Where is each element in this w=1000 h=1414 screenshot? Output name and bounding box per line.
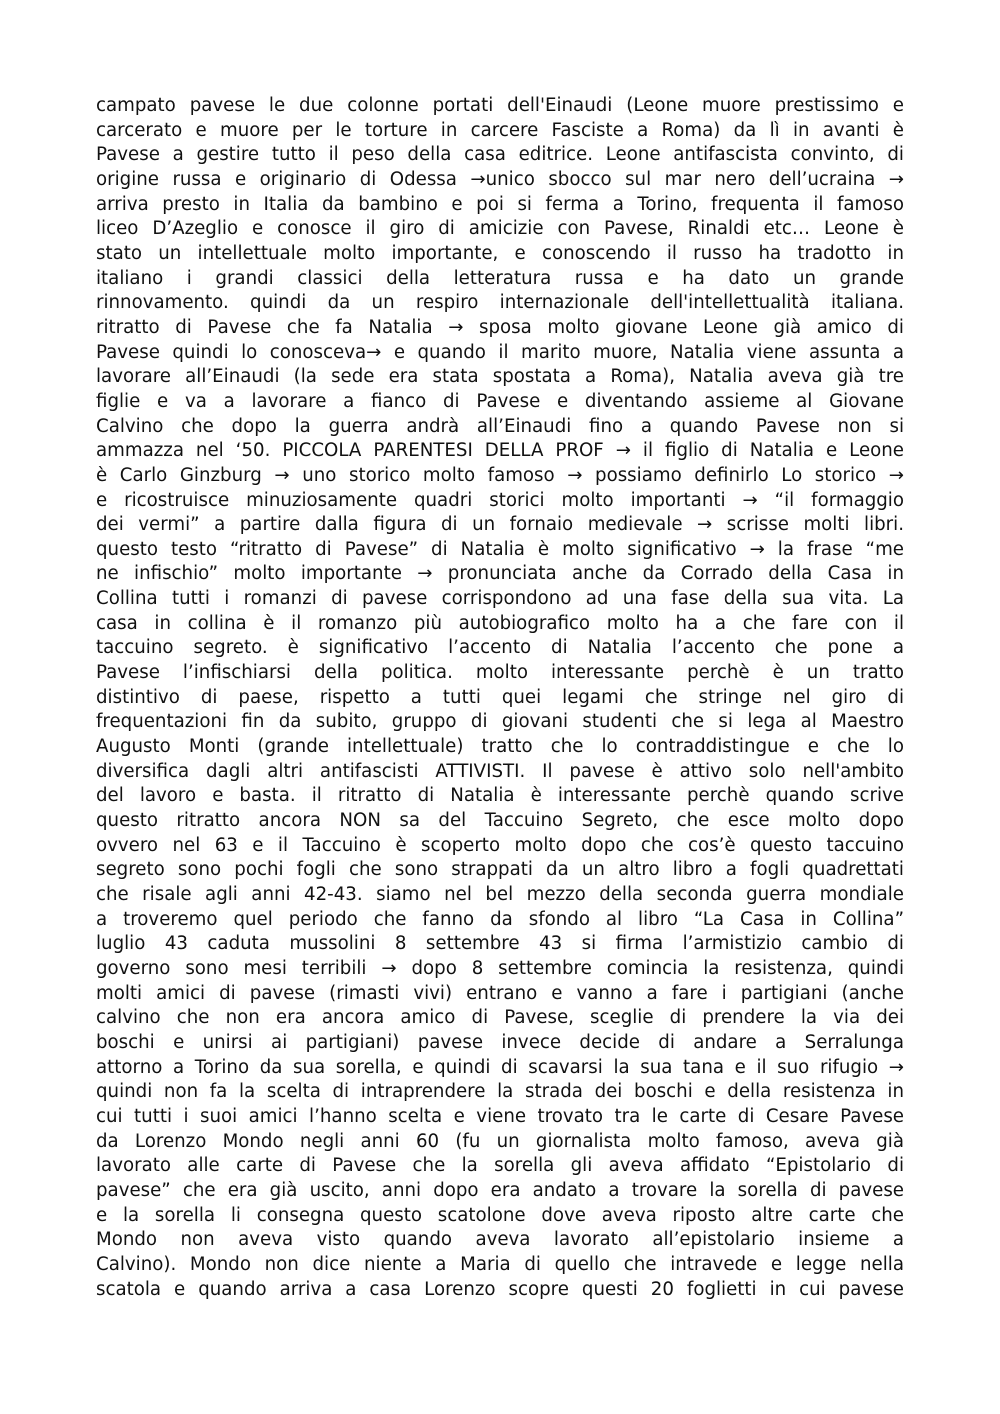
text-line: del lavoro e basta. il ritratto di Natalia è interessante perchè quando scrive — [96, 785, 904, 807]
text-line: figlie e va a lavorare a fianco di Pavese e diventando assieme al Giovane — [96, 390, 904, 412]
text-line: luglio 43 caduta mussolini 8 settembre 43 si firma l’armistizio cambio di — [96, 933, 904, 955]
text-line: Calvino). Mondo non dice niente a Maria di quello che intravede e legge nella — [96, 1253, 904, 1275]
text-line: frequentazioni fin da subito, gruppo di giovani studenti che si lega al Maestro — [96, 711, 904, 733]
text-line: è Carlo Ginzburg → uno storico molto famoso → possiamo definirlo Lo storico → — [96, 464, 904, 486]
text-line: ovvero nel 63 e il Taccuino è scoperto molto dopo che cos’è questo taccuino — [96, 834, 904, 856]
text-line: Collina tutti i romanzi di pavese corrispondono ad una fase della sua vita. La — [96, 588, 904, 610]
text-line: e la sorella li consegna questo scatolone dove aveva riposto altre carte che — [96, 1204, 904, 1226]
text-line: stato un intellettuale molto importante, e conoscendo il russo ha tradotto in — [96, 242, 904, 264]
text-line: Pavese l’infischiarsi della politica. molto interessante perchè è un tratto — [96, 662, 904, 684]
text-line: molti amici di pavese (rimasti vivi) entrano e vanno a fare i partigiani (anche — [96, 982, 904, 1004]
text-line: origine russa e originario di Odessa →unico sbocco sul mar nero dell’ucraina → — [96, 168, 904, 190]
text-line: calvino che non era ancora amico di Pavese, sceglie di prendere la via dei — [96, 1007, 904, 1029]
text-line: quindi non fa la scelta di intraprendere la strada dei boschi e della resistenza in — [96, 1081, 904, 1103]
text-line: che risale agli anni 42-43. siamo nel bel mezzo della seconda guerra mondiale — [96, 884, 904, 905]
text-line: governo sono mesi terribili → dopo 8 settembre comincia la resistenza, quindi — [96, 957, 904, 979]
text-line: attorno a Torino da sua sorella, e quindi di scavarsi la sua tana e il suo rifugio → — [96, 1056, 904, 1078]
text-line: italiano i grandi classici della letteratura russa e ha dato un grande — [96, 267, 904, 289]
text-line: rinnovamento. quindi da un respiro internazionale dell'intellettualità italiana. — [96, 292, 904, 314]
text-line: carcerato e muore per le torture in carcere Fasciste a Roma) da lì in avanti è — [96, 119, 904, 141]
text-line: boschi e unirsi ai partigiani) pavese invece decide di andare a Serralunga — [96, 1031, 904, 1053]
text-line: Calvino che dopo la guerra andrà all’Einaudi fino a quando Pavese non si — [96, 415, 904, 437]
body-text — [96, 94, 904, 1302]
text-line: campato pavese le due colonne portati dell'Einaudi (Leone muore prestissimo e — [96, 95, 904, 116]
text-line: lavorare all’Einaudi (la sede era stata spostata a Roma), Natalia aveva già tre — [96, 366, 904, 388]
text-line: Augusto Monti (grande intellettuale) tratto che lo contraddistingue e che lo — [96, 736, 904, 758]
text-line: a troveremo quel periodo che fanno da sfondo al libro “La Casa in Collina” — [96, 908, 904, 930]
text-line: lavorato alle carte di Pavese che la sorella gli aveva affidato “Epistolario di — [96, 1155, 904, 1177]
text-line: liceo D’Azeglio e conosce il giro di amicizie con Pavese, Rinaldi etc… Leone è — [96, 218, 904, 240]
text-line: segreto sono pochi fogli che sono strappati da un altro libro a fogli quadrettati — [96, 859, 904, 881]
text-line: Pavese quindi lo conosceva→ e quando il marito muore, Natalia viene assunta a — [96, 341, 904, 363]
text-line: taccuino segreto. è significativo l’accento di Natalia l’accento che pone a — [96, 637, 904, 659]
text-line: Mondo non aveva visto quando aveva lavorato all’epistolario insieme a — [96, 1229, 904, 1251]
text-line: pavese” che era già uscito, anni dopo era andato a trovare la sorella di pavese — [96, 1179, 904, 1201]
text-line: ritratto di Pavese che fa Natalia → sposa molto giovane Leone già amico di — [96, 316, 904, 338]
text-line: ammazza nel ‘50. PICCOLA PARENTESI DELLA PROF → il figlio di Natalia e Leone — [96, 440, 904, 462]
text-line: diversifica dagli altri antifascisti ATTIVISTI. Il pavese è attivo solo nell'ambito — [96, 760, 904, 782]
text-line: distintivo di paese, rispetto a tutti quei legami che stringe nel giro di — [96, 686, 904, 708]
text-line: arriva presto in Italia da bambino e poi si ferma a Torino, frequenta il famoso — [96, 193, 904, 215]
text-line: Pavese a gestire tutto il peso della casa editrice. Leone antifascista convinto, di — [96, 144, 904, 166]
text-line: dei vermi” a partire dalla figura di un fornaio medievale → scrisse molti libri. — [96, 514, 904, 536]
text-line: cui tutti i suoi amici l’hanno scelta e viene trovato tra le carte di Cesare Pavese — [96, 1105, 904, 1127]
text-line: e ricostruisce minuziosamente quadri storici molto importanti → “il formaggio — [96, 489, 904, 511]
text-line: scatola e quando arriva a casa Lorenzo scopre questi 20 foglietti in cui pavese — [96, 1278, 904, 1300]
text-line: da Lorenzo Mondo negli anni 60 (fu un giornalista molto famoso, aveva già — [96, 1130, 904, 1152]
text-line: casa in collina è il romanzo più autobiografico molto ha a che fare con il — [96, 612, 904, 634]
text-line: questo ritratto ancora NON sa del Taccuino Segreto, che esce molto dopo — [96, 810, 904, 832]
text-line: questo testo “ritratto di Pavese” di Natalia è molto significativo → la frase “me — [96, 538, 904, 560]
text-line: ne infischio” molto importante → pronunciata anche da Corrado della Casa in — [96, 563, 904, 585]
